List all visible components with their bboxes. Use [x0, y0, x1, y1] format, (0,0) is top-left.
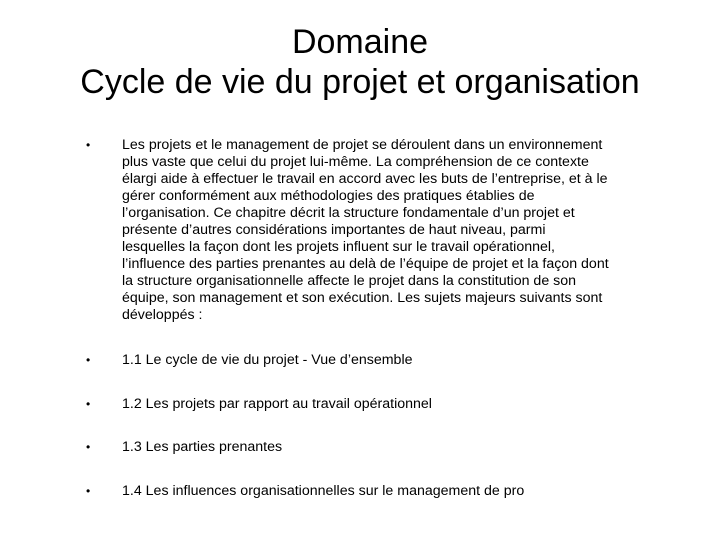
paragraph-line: l’organisation. Ce chapitre décrit la structure fondamentale d’un projet et: [122, 205, 575, 221]
paragraph-line: développés :: [122, 307, 203, 323]
paragraph-line: gérer conformément aux méthodologies des pratiques établies de: [122, 188, 535, 204]
topic-text: 1.3 Les parties prenantes: [122, 439, 283, 455]
paragraph-line: équipe, son management et son exécution. Les sujets majeurs suivants sont: [122, 290, 603, 306]
title-line-2: Cycle de vie du projet et organisation: [80, 63, 640, 101]
paragraph-line: Les projets et le management de projet se déroulent dans un environnement: [122, 137, 603, 153]
paragraph-line: élargi aide à effectuer le travail en accord avec les buts de l’entreprise, et à le: [122, 171, 608, 187]
paragraph-line: lesquelles la façon dont les projets influent sur le travail opérationnel,: [122, 239, 555, 255]
paragraph-line: l’influence des parties prenantes au delà de l’équipe de projet et la façon dont: [122, 256, 609, 272]
topic-text: 1.2 Les projets par rapport au travail opérationnel: [122, 396, 432, 412]
bullet-dot: •: [86, 484, 91, 498]
paragraph-line: présente d’autres considérations importantes de haut niveau, parmi: [122, 222, 546, 238]
topic-text: 1.1 Le cycle de vie du projet - Vue d’ensemble: [122, 352, 413, 368]
bullet-dot: •: [86, 397, 91, 411]
topic-text: 1.4 Les influences organisationnelles sur le management de pro: [122, 483, 525, 499]
paragraph-line: la structure organisationnelle affecte le projet dans la constitution de son: [122, 273, 577, 289]
bullet-dot: •: [86, 353, 91, 367]
bullet-dot: •: [86, 440, 91, 454]
title-line-1: Domaine: [291, 23, 429, 61]
intro-paragraph: [122, 137, 698, 324]
bullet-dot: •: [86, 138, 91, 152]
paragraph-line: plus vaste que celui du projet lui-même. La compréhension de ce contexte: [122, 154, 589, 170]
